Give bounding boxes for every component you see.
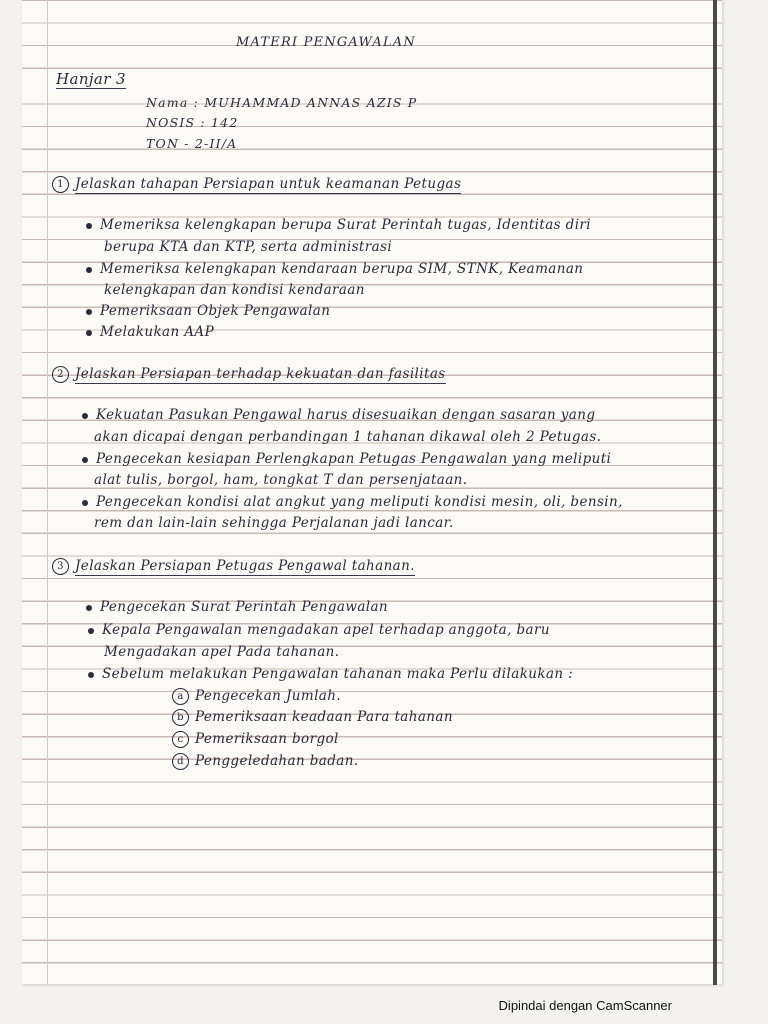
page-edge-shadow	[713, 0, 717, 985]
answer-text: Memeriksa kelengkapan kendaraan berupa SIM, STNK, Keamanan	[100, 261, 584, 277]
answer-line	[88, 624, 550, 638]
bullet-dot-icon	[86, 309, 92, 315]
bullet-dot-icon	[86, 330, 92, 336]
question-number-badge: 2	[52, 366, 69, 383]
bullet-dot-icon	[86, 223, 92, 229]
student-nosis: NOSIS : 142	[146, 115, 239, 130]
notebook-page	[22, 0, 722, 985]
question-number-badge: 3	[52, 558, 69, 575]
question-heading-text: Jelaskan Persiapan Petugas Pengawal tahanan.	[75, 558, 415, 574]
question-heading-text: Jelaskan tahapan Persiapan untuk keamanan Petugas	[75, 176, 462, 192]
bullet-dot-icon	[86, 605, 92, 611]
sub-item-marker: c	[172, 731, 189, 748]
answer-line	[82, 496, 623, 510]
question-3-heading	[52, 558, 415, 575]
bullet-dot-icon	[82, 457, 88, 463]
question-heading-text: Jelaskan Persiapan terhadap kekuatan dan fasilitas	[75, 366, 446, 382]
answer-line: kelengkapan dan kondisi kendaraan	[104, 282, 365, 298]
question-1-heading	[52, 176, 461, 193]
answer-text: Pengecekan kesiapan Perlengkapan Petugas Pengawalan yang meliputi	[96, 451, 612, 467]
sub-item	[172, 709, 453, 726]
page-title: MATERI PENGAWALAN	[236, 35, 416, 50]
question-number-badge: 1	[52, 176, 69, 193]
sub-item	[172, 688, 341, 705]
sub-item-marker: b	[172, 709, 189, 726]
sub-item-text: Penggeledahan badan.	[195, 753, 359, 769]
answer-line: Mengadakan apel Pada tahanan.	[104, 644, 340, 660]
answer-line: berupa KTA dan KTP, serta administrasi	[104, 239, 393, 255]
answer-line	[82, 453, 611, 467]
answer-line: alat tulis, borgol, ham, tongkat T dan persenjataan.	[94, 472, 468, 488]
sub-item-text: Pemeriksaan borgol	[195, 731, 339, 747]
sub-item-marker: d	[172, 753, 189, 770]
answer-line	[82, 409, 595, 423]
sub-item-text: Pengecekan Jumlah.	[195, 688, 342, 704]
answer-text: Pengecekan Surat Perintah Pengawalan	[100, 599, 389, 615]
answer-text: Pemeriksaan Objek Pengawalan	[100, 303, 331, 319]
bullet-dot-icon	[82, 500, 88, 506]
answer-line	[88, 668, 573, 682]
answer-text: Melakukan AAP	[100, 324, 215, 340]
answer-line	[86, 601, 388, 615]
question-2-heading	[52, 366, 446, 383]
hanjar-label: Hanjar 3	[56, 70, 126, 88]
bullet-dot-icon	[88, 672, 94, 678]
sub-item	[172, 731, 339, 748]
sub-item-text: Pemeriksaan keadaan Para tahanan	[195, 709, 453, 725]
answer-text: Kepala Pengawalan mengadakan apel terhadap anggota, baru	[102, 622, 550, 638]
answer-line: akan dicapai dengan perbandingan 1 tahanan dikawal oleh 2 Petugas.	[94, 429, 602, 445]
answer-line	[86, 219, 591, 233]
answer-text: Sebelum melakukan Pengawalan tahanan maka Perlu dilakukan :	[102, 666, 574, 682]
answer-text: Memeriksa kelengkapan berupa Surat Perintah tugas, Identitas diri	[100, 217, 591, 233]
bullet-dot-icon	[82, 413, 88, 419]
sub-item-marker: a	[172, 688, 189, 705]
bullet-dot-icon	[86, 267, 92, 273]
answer-line	[86, 326, 214, 340]
answer-line	[86, 305, 330, 319]
bullet-dot-icon	[88, 628, 94, 634]
answer-line: rem dan lain-lain sehingga Perjalanan jadi lancar.	[94, 515, 454, 531]
sub-item	[172, 753, 359, 770]
scanner-watermark: Dipindai dengan CamScanner	[498, 998, 672, 1013]
answer-text: Kekuatan Pasukan Pengawal harus disesuaikan dengan sasaran yang	[96, 407, 596, 423]
student-ton: TON - 2-II/A	[146, 136, 238, 151]
student-name: Nama : MUHAMMAD ANNAS AZIS P	[146, 95, 418, 110]
margin-line	[47, 0, 48, 985]
answer-line	[86, 263, 583, 277]
answer-text: Pengecekan kondisi alat angkut yang meliputi kondisi mesin, oli, bensin,	[96, 494, 623, 510]
